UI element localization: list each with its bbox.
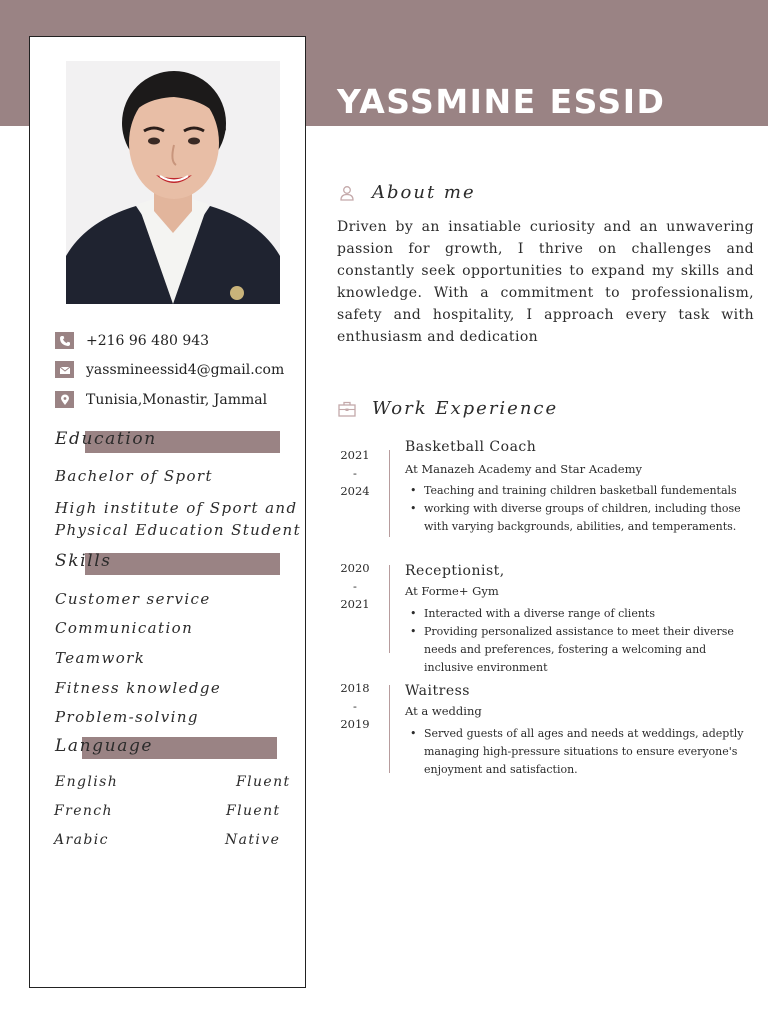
language-name: Arabic [54,832,109,848]
timeline-line [389,565,390,653]
portrait-illustration [66,61,280,304]
job-year-separator: - [353,699,357,713]
job-title: Receptionist, [405,563,505,579]
job-bullets [405,605,755,677]
language-heading: Language [55,736,154,756]
job-title: Waitress [405,683,470,699]
job-start-year: 2020 [340,561,370,575]
job-organization: At Manazeh Academy and Star Academy [405,462,642,476]
contact-location [55,391,267,408]
job-years [335,679,375,733]
timeline-line [389,450,390,537]
about-text: Driven by an insatiable curiosity and an unwavering passion for growth, I thrive on challenges and constantly seek opportunities to expand my skills and knowledge. With a commitment to professionalism, safety and hospitality, I approach every task with enthusiasm and dedication [337,219,754,345]
work-heading: Work Experience [337,398,558,419]
email-text: yassmineessid4@gmail.com [86,361,285,378]
job-years [335,559,375,613]
contact-email [55,361,284,378]
education-degree: Bachelor of Sport [55,467,213,485]
location-text: Tunisia,Monastir, Jammal [86,391,268,408]
job-bullet: • Served guests of all ages and needs at weddings, adeptly managing high-pressure situations to ensure everyone's enjoyment and satisfaction. [405,725,755,779]
job-bullet: • Interacted with a diverse range of clients [405,605,755,623]
phone-icon [55,332,74,349]
phone-text: +216 96 480 943 [86,332,210,349]
job-start-year: 2018 [340,681,370,695]
skill-item: Teamwork [55,649,146,667]
person-icon [337,184,357,202]
job-years [335,446,375,500]
contact-phone [55,332,209,349]
language-name: English [55,774,119,790]
language-level: Fluent [236,774,291,790]
profile-photo [66,61,280,304]
mail-icon [55,361,74,378]
job-organization: At a wedding [405,704,482,718]
job-bullets [405,482,755,536]
job-bullet: • Providing personalized assistance to meet their diverse needs and preferences, fostering a welcoming and inclusive environment [405,623,755,677]
education-heading: Education [55,429,157,449]
job-bullets [405,725,755,779]
job-end-year: 2024 [340,484,370,498]
job-title: Basketball Coach [405,439,537,455]
language-level: Fluent [226,803,281,819]
about-heading: About me [337,182,476,203]
education-school-line2: Physical Education Student [55,521,302,539]
language-name: French [54,803,113,819]
sidebar [29,36,306,988]
job-organization: At Forme+ Gym [405,584,499,598]
skill-item: Fitness knowledge [55,679,222,697]
job-start-year: 2021 [340,448,370,462]
skill-item: Problem-solving [55,708,199,726]
job-end-year: 2019 [340,717,370,731]
job-end-year: 2021 [340,597,370,611]
briefcase-icon [337,400,357,418]
skill-item: Customer service [55,590,211,608]
timeline-line [389,685,390,773]
location-pin-icon [55,391,74,408]
education-school-line1: High institute of Sport and [55,499,298,517]
job-year-separator: - [353,579,357,593]
job-bullet: • working with diverse groups of children, including those with varying backgrounds, abilities, and temperaments. [405,500,755,536]
job-year-separator: - [353,466,357,480]
candidate-name: YASSMINE ESSID [337,82,666,121]
skills-heading-bar [85,553,280,575]
language-level: Native [225,832,281,848]
skill-item: Communication [55,619,194,637]
skills-heading: Skills [55,551,112,571]
job-bullet: • Teaching and training children basketball fundementals [405,482,755,500]
